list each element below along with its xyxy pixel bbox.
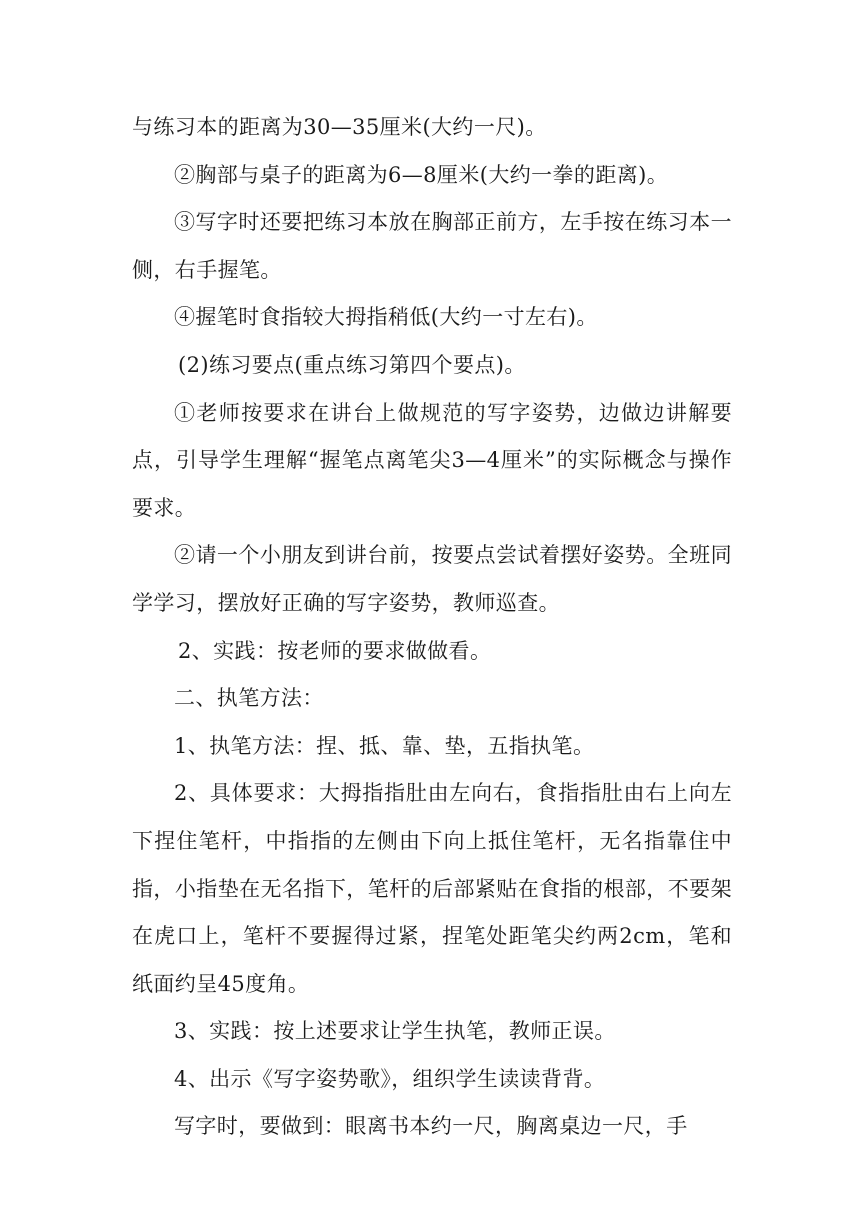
paragraph-4: ④握笔时食指较大拇指稍低(大约一寸左右)。 bbox=[174, 305, 598, 330]
paragraph-5: (2)练习要点(重点练习第四个要点)。 bbox=[178, 352, 526, 377]
paragraph-9: 二、执笔方法： bbox=[174, 686, 324, 711]
paragraph-10: 1、执笔方法：捏、抵、靠、垫，五指执笔。 bbox=[174, 733, 595, 758]
paragraph-13: 4、出示《写字姿势歌》，组织学生读读背背。 bbox=[174, 1066, 606, 1091]
paragraph-8: 2、实践：按老师的要求做做看。 bbox=[178, 638, 492, 663]
document-body bbox=[132, 104, 732, 1151]
paragraph-2: ②胸部与桌子的距离为6—8厘米(大约一拳的距离)。 bbox=[174, 162, 669, 187]
paragraph-1: 与练习本的距离为30—35厘米(大约一尺)。 bbox=[132, 115, 547, 139]
paragraph-3: ③写字时还要把练习本放在胸部正前方，左手按在练习本一侧，右手握笔。 bbox=[132, 210, 732, 282]
paragraph-12: 3、实践：按上述要求让学生执笔，教师正误。 bbox=[174, 1019, 616, 1044]
paragraph-7: ②请一个小朋友到讲台前，按要点尝试着摆好姿势。全班同学学习，摆放好正确的写字姿势，教师巡查。 bbox=[132, 543, 732, 615]
paragraph-14: 写字时，要做到：眼离书本约一尺，胸离桌边一尺，手 bbox=[174, 1114, 688, 1139]
paragraph-6: ①老师按要求在讲台上做规范的写字姿势，边做边讲解要点，引导学生理解“握笔点离笔尖3—4厘米”的实际概念与操作要求。 bbox=[132, 400, 732, 520]
paragraph-11: 2、具体要求：大拇指指肚由左向右，食指指肚由右上向左下捏住笔杆，中指指的左侧由下向上抵住笔杆，无名指靠住中指，小指垫在无名指下，笔杆的后部紧贴在食指的根部，不要架在虎口上，笔杆不要握得过紧，捏笔处距笔尖约两2cm，笔和纸面约呈45度角。 bbox=[132, 781, 732, 996]
